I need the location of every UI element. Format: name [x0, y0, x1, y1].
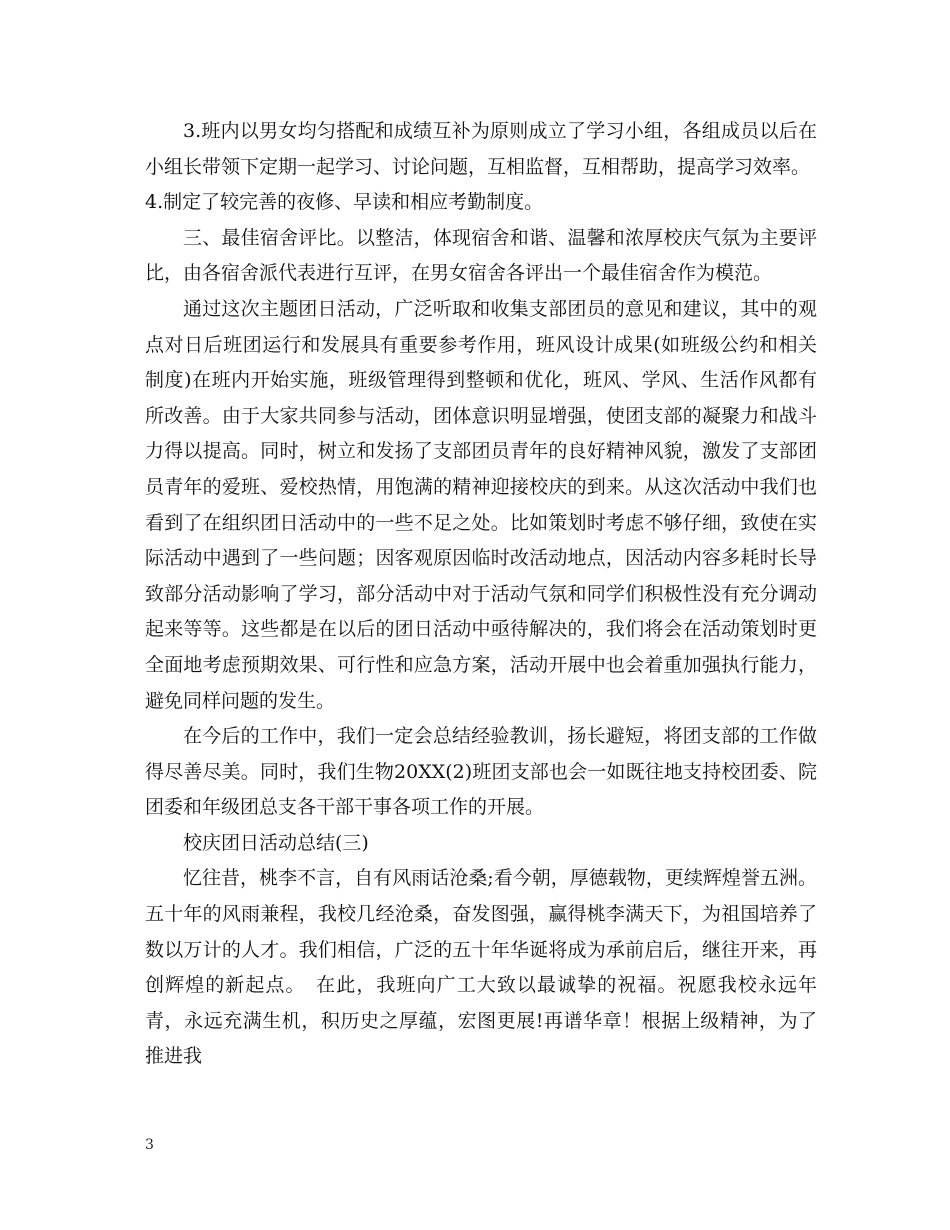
paragraph-anniversary: 忆往昔，桃李不言，自有风雨话沧桑;看今朝，厚德载物，更续辉煌誉五洲。五十年的风雨兼程，我校几经沧桑，奋发图强，赢得桃李满天下，为祖国培养了数以万计的人才。我们相信，广泛的五十年华诞将成为承前启后，继往开来，再创辉煌的新起点。 在此，我班向广工大致以最诚挚的祝福。祝愿我校永远年青，永远充满生机，积历史之厚蕴，宏图更展!再谱华章！根据上级精神，为了推进我 [145, 867, 817, 1068]
paragraph-dorm-contest: 三、最佳宿舍评比。以整洁，体现宿舍和谐、温馨和浓厚校庆气氛为主要评比，由各宿舍派代表进行互评，在男女宿舍各评出一个最佳宿舍作为模范。 [145, 226, 817, 285]
paragraph-activity-summary: 通过这次主题团日活动，广泛听取和收集支部团员的意见和建议，其中的观点对日后班团运行和发展具有重要参考作用，班风设计成果(如班级公约和相关制度)在班内开始实施，班级管理得到整顿和优化，班风、学风、生活作风都有所改善。由于大家共同参与活动，团体意识明显增强，使团支部的凝聚力和战斗力得以提高。同时，树立和发扬了支部团员青年的良好精神风貌，激发了支部团员青年的爱班、爱校热情，用饱满的精神迎接校庆的到来。从这次活动中我们也看到了在组织团日活动中的一些不足之处。比如策划时考虑不够仔细，致使在实际活动中遇到了一些问题；因客观原因临时改活动地点，因活动内容多耗时长导致部分活动影响了学习，部分活动中对于活动气氛和同学们积极性没有充分调动起来等等。这些都是在以后的团日活动中亟待解决的，我们将会在活动策划时更全面地考虑预期效果、可行性和应急方案，活动开展中也会着重加强执行能力，避免同样问题的发生。 [145, 297, 817, 712]
document-body [145, 114, 817, 1075]
paragraph-study-groups: 3.班内以男女均匀搭配和成绩互补为原则成立了学习小组，各组成员以后在小组长带领下定期一起学习、讨论问题，互相监督，互相帮助，提高学习效率。 [145, 120, 817, 178]
paragraph-future-work: 在今后的工作中，我们一定会总结经验教训，扬长避短，将团支部的工作做得尽善尽美。同时，我们生物20XX(2)班团支部也会一如既往地支持校团委、院团委和年级团总支各干部干事各项工作的开展。 [145, 725, 817, 819]
page-number: 3 [145, 1137, 154, 1153]
paragraph-attendance-rules: 4.制定了较完善的夜修、早读和相应考勤制度。 [145, 191, 544, 214]
section-heading: 校庆团日活动总结(三) [183, 831, 369, 854]
